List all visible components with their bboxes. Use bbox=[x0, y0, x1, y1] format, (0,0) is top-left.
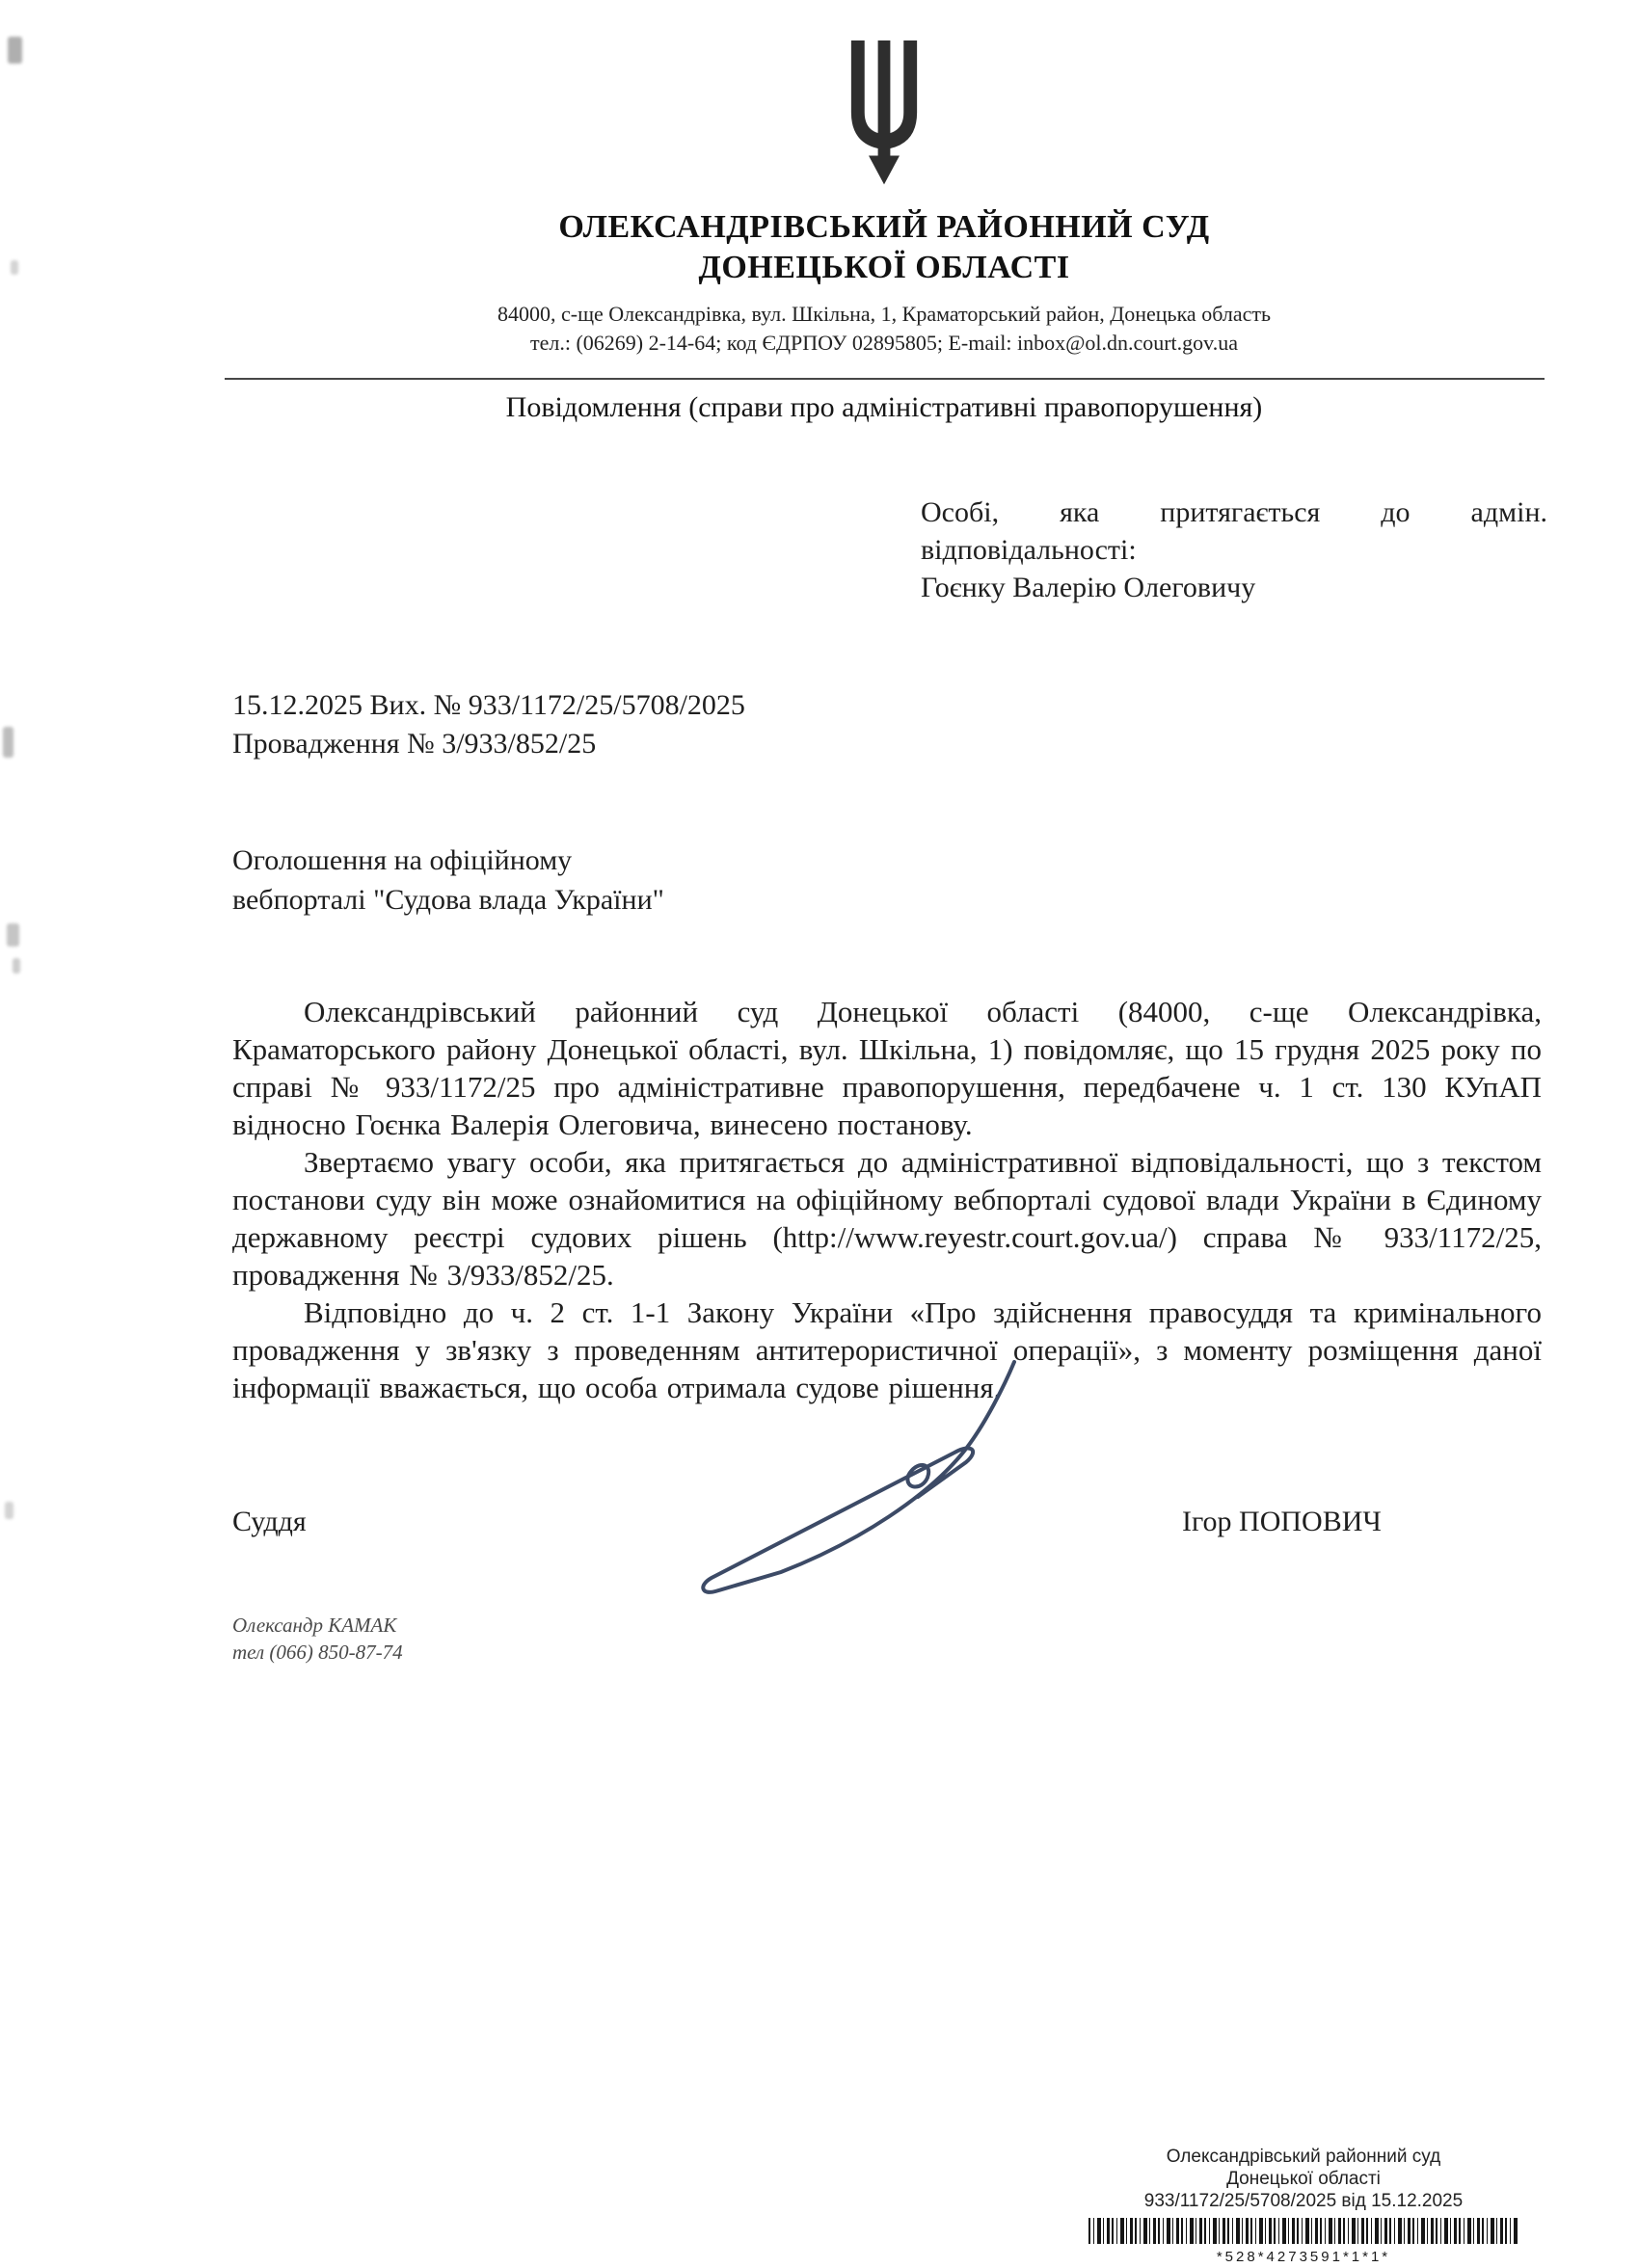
court-name-line1: ОЛЕКСАНДРІВСЬКИЙ РАЙОННИЙ СУД bbox=[558, 209, 1210, 245]
scan-artifact bbox=[5, 1502, 13, 1519]
scan-artifact bbox=[13, 958, 20, 974]
footer-court-line1: Олександрівський районний суд bbox=[1166, 2147, 1441, 2167]
header-divider bbox=[225, 378, 1545, 380]
addressee-name: Гоєнку Валерію Олеговичу bbox=[921, 572, 1256, 603]
reference-block bbox=[232, 686, 745, 763]
document-header bbox=[129, 40, 1639, 358]
body-paragraph-1: Олександрівський районний суд Донецької області (84000, с-ще Олександрівка, Краматорського району Донецької області, вул. Шкільна, 1) повідомляє, що 15 грудня 2025 року по справі № 933/1172/25 про адміністративне правопорушення, передбачене ч. 1 ст. 130 КУпАП відносно Гоєнка Валерія Олеговича, винесено постанову. bbox=[232, 995, 1542, 1141]
announcement-line2: вебпорталі "Судова влада України" bbox=[232, 884, 664, 916]
announcement-line1: Оголошення на офіційному bbox=[232, 844, 573, 876]
footer-court-line2: Донецької області bbox=[1226, 2169, 1381, 2189]
body-paragraph-2: Звертаємо увагу особи, яка притягається до адміністративної відповідальності, що з текстом постанови суду він може ознайомитися на офіційному вебпорталі судової влади України в Єдиному державному реєстрі судових рішень (http://www.reyestr.court.gov.ua/) справа № 933/1172/25, провадження № 3/933/852/25. bbox=[232, 1145, 1542, 1292]
judge-name: Ігор ПОПОВИЧ bbox=[1182, 1506, 1382, 1537]
footer-case-reference: 933/1172/25/5708/2025 від 15.12.2025 bbox=[1143, 2191, 1464, 2211]
proceeding-number-line: Провадження № 3/933/852/25 bbox=[232, 728, 597, 760]
court-address: 84000, с-ще Олександрівка, вул. Шкільна, 1, Краматорський район, Донецька область bbox=[497, 302, 1271, 326]
barcode bbox=[1088, 2218, 1518, 2244]
handwritten-signature-icon bbox=[665, 1345, 1080, 1634]
scan-artifact bbox=[7, 923, 19, 947]
contact-person-name: Олександр КАМАК bbox=[232, 1614, 397, 1637]
judge-label: Суддя bbox=[232, 1506, 307, 1537]
addressee-block bbox=[921, 494, 1547, 606]
outgoing-number-line: 15.12.2025 Вих. № 933/1172/25/5708/2025 bbox=[232, 689, 745, 721]
scan-artifact bbox=[3, 727, 13, 758]
document-subject: Повідомлення (справи про адміністративні правопорушення) bbox=[505, 391, 1263, 423]
addressee-line2: відповідальності: bbox=[921, 534, 1137, 566]
ukraine-trident-icon bbox=[831, 40, 937, 200]
body-paragraph-3: Відповідно до ч. 2 ст. 1-1 Закону України «Про здійснення правосуддя та кримінального провадження у зв'язку з проведенням антитерористичної операції», з моменту розміщення даної інформації вважається, що особа отримала судове рішення. bbox=[232, 1295, 1542, 1404]
scan-artifact bbox=[11, 260, 18, 275]
court-name-line2: ДОНЕЦЬКОЇ ОБЛАСТІ bbox=[698, 250, 1070, 285]
court-contacts: тел.: (06269) 2-14-64; код ЄДРПОУ 02895805; E-mail: inbox@ol.dn.court.gov.ua bbox=[529, 331, 1238, 355]
scan-artifact bbox=[8, 37, 22, 64]
contact-person-block bbox=[232, 1612, 403, 1666]
registration-stamp bbox=[1066, 2146, 1541, 2268]
contact-person-phone: тел (066) 850-87-74 bbox=[232, 1641, 403, 1664]
announcement-block bbox=[232, 840, 664, 920]
barcode-text: *528*4273591*1*1* bbox=[1216, 2249, 1391, 2265]
addressee-line1: Особі, яка притягається до адмін. bbox=[921, 496, 1547, 528]
